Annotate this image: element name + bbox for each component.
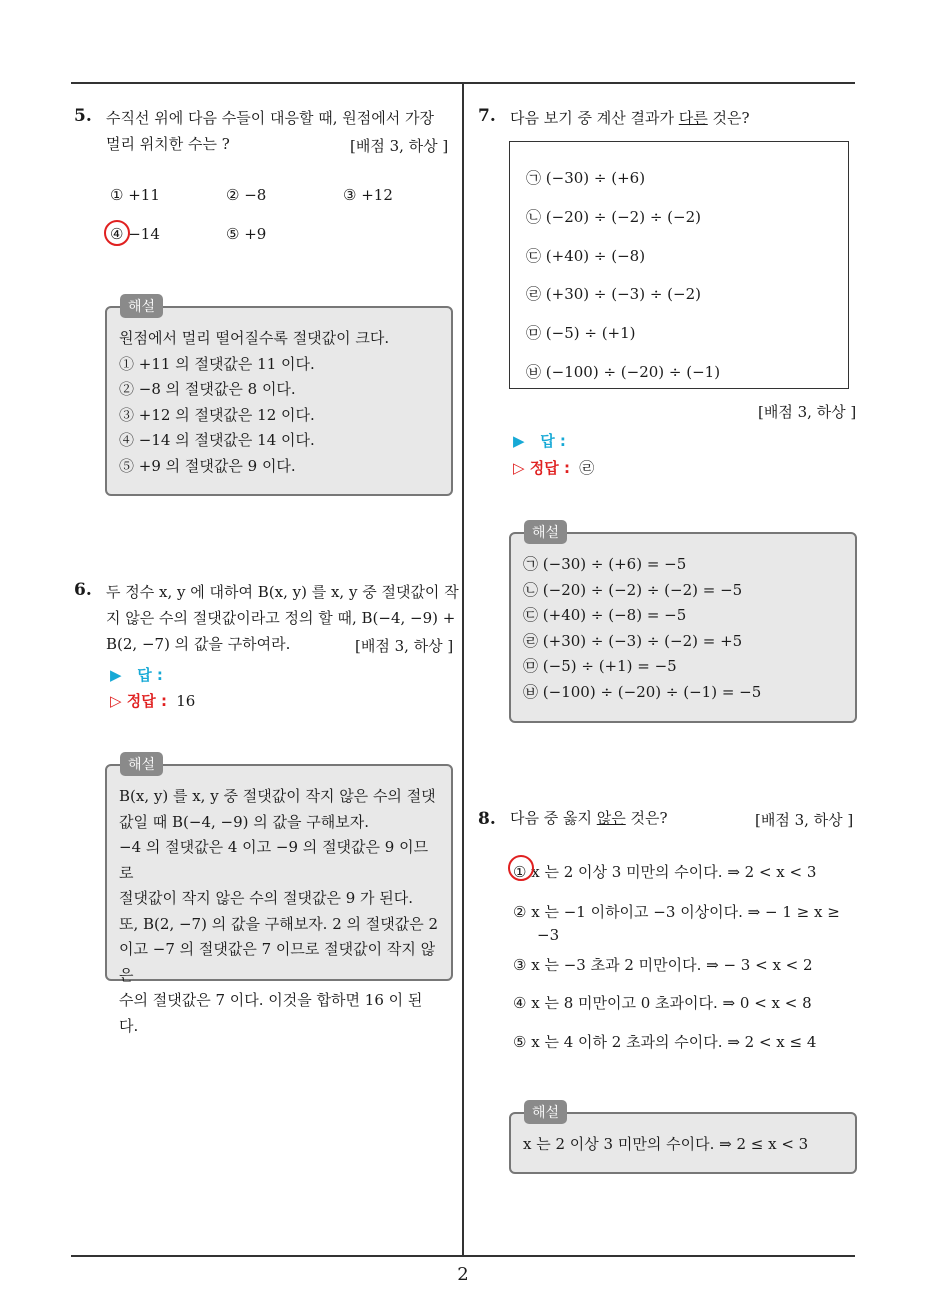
q7-explanation-line: ㉠ (−30) ÷ (+6) = −5	[523, 555, 687, 573]
q5-explanation-line: ② −8 의 절댓값은 8 이다.	[119, 380, 296, 398]
q7-explanation-box	[509, 532, 857, 723]
q6-explanation-line: B(x, y) 를 x, y 중 절댓값이 작지 않은 수의 절댓	[119, 787, 436, 805]
q7-text-before: 다음 보기 중 계산 결과가	[510, 109, 679, 127]
correct-label: 정답 :	[529, 459, 570, 477]
q7-score: [배점 3, 하상 ]	[758, 403, 857, 421]
q7-text-underlined: 다른	[678, 109, 708, 127]
q7-explanation-line: ㉡ (−20) ÷ (−2) ÷ (−2) = −5	[523, 580, 743, 599]
q7-bogi-item: ㉡ (−20) ÷ (−2) ÷ (−2)	[526, 208, 701, 226]
q5-choice-3[interactable]: ③ +12	[343, 186, 393, 204]
q6-explanation-line: 값일 때 B(−4, −9) 의 값을 구해보자.	[119, 812, 369, 831]
q7-bogi-box	[509, 141, 849, 389]
q5-text-line2: 멀리 위치한 수는 ?	[106, 135, 230, 153]
q5-explanation-line: ① +11 의 절댓값은 11 이다.	[119, 354, 315, 373]
q6-explanation-line: −4 의 절댓값은 4 이고 −9 의 절댓값은 9 이므로	[119, 838, 429, 882]
page-number: 2	[457, 1264, 469, 1285]
q8-choice-1[interactable]: ① x 는 2 이상 3 미만의 수이다. ⇒ 2 < x < 3	[513, 863, 817, 881]
q5-number: 5.	[74, 106, 92, 126]
column-divider	[462, 84, 464, 1256]
play-icon: ▶	[513, 432, 525, 450]
play-icon: ▶	[110, 666, 122, 684]
q6-explanation-line: 절댓값이 작지 않은 수의 절댓값은 9 가 된다.	[119, 889, 414, 907]
q5-explanation-line: ③ +12 의 절댓값은 12 이다.	[119, 405, 315, 424]
q8-text-before: 다음 중 옳지	[510, 809, 597, 827]
q7-text-after: 것은?	[707, 109, 750, 127]
q7-explanation-tag: 해설	[524, 520, 567, 544]
q6-text-line3: B(2, −7) 의 값을 구하여라.	[106, 635, 291, 653]
q5-explanation-line: ⑤ +9 의 절댓값은 9 이다.	[119, 456, 296, 475]
q8-number: 8.	[478, 809, 496, 829]
q8-explanation-line: x 는 2 이상 3 미만의 수이다. ⇒ 2 ≤ x < 3	[523, 1135, 809, 1153]
q7-answer-row	[513, 430, 566, 451]
q6-correct-value: 16	[176, 692, 196, 710]
q5-explanation-line: 원점에서 멀리 떨어질수록 절댓값이 크다.	[119, 329, 390, 347]
q7-text	[510, 105, 750, 131]
q5-score: [배점 3, 하상 ]	[350, 137, 449, 155]
q8-explanation-tag: 해설	[524, 1100, 567, 1124]
q7-bogi-item: ㉠ (−30) ÷ (+6)	[526, 169, 646, 187]
answer-label: 답 :	[137, 666, 163, 684]
q5-explanation-tag: 해설	[120, 294, 163, 318]
q8-choice-4[interactable]: ④ x 는 8 미만이고 0 초과이다. ⇒ 0 < x < 8	[513, 994, 812, 1012]
q7-correct-value: ㉣	[579, 459, 595, 477]
q8-choice-2-continued: −3	[537, 926, 560, 944]
q6-explanation-line: 이고 −7 의 절댓값은 7 이므로 절댓값이 작지 않은	[119, 940, 436, 984]
q5-choice-4[interactable]: ④ −14	[110, 225, 160, 243]
q6-explanation-box	[105, 764, 453, 1035]
q8-text-after: 것은?	[625, 809, 668, 827]
q7-explanation-line: ㉣ (+30) ÷ (−3) ÷ (−2) = +5	[523, 631, 743, 650]
q7-explanation-line: ㉥ (−100) ÷ (−20) ÷ (−1) = −5	[523, 682, 762, 701]
bottom-rule	[71, 1255, 855, 1257]
q6-score: [배점 3, 하상 ]	[355, 637, 454, 655]
triangle-outline-icon: ▷	[110, 692, 122, 710]
q7-explanation-line: ㉢ (+40) ÷ (−8) = −5	[523, 606, 687, 624]
correct-label: 정답 :	[126, 692, 167, 710]
q6-text-line1: 두 정수 x, y 에 대하여 B(x, y) 를 x, y 중 절댓값이 작	[106, 583, 459, 601]
q5-answer-mark	[104, 220, 130, 246]
q7-bogi-item: ㉤ (−5) ÷ (+1)	[526, 324, 636, 342]
q7-bogi-item: ㉣ (+30) ÷ (−3) ÷ (−2)	[526, 285, 701, 303]
q8-score: [배점 3, 하상 ]	[755, 811, 854, 829]
q6-number: 6.	[74, 580, 92, 600]
q8-text	[510, 805, 668, 831]
triangle-outline-icon: ▷	[513, 459, 525, 477]
q8-choice-3[interactable]: ③ x 는 −3 초과 2 미만이다. ⇒ − 3 < x < 2	[513, 956, 813, 974]
q6-explanation-tag: 해설	[120, 752, 163, 776]
q7-bogi-item: ㉥ (−100) ÷ (−20) ÷ (−1)	[526, 363, 721, 381]
q5-text-line1: 수직선 위에 다음 수들이 대응할 때, 원점에서 가장	[106, 109, 434, 127]
q6-correct-row	[110, 690, 195, 711]
q8-answer-mark	[508, 855, 534, 881]
q7-number: 7.	[478, 106, 496, 126]
q6-answer-row	[110, 664, 163, 685]
q6-explanation-line: 수의 절댓값은 7 이다. 이것을 합하면 16 이 된다.	[119, 991, 423, 1035]
q5-explanation-box	[105, 306, 453, 496]
q5-choice-1[interactable]: ① +11	[110, 186, 160, 204]
q7-bogi-item: ㉢ (+40) ÷ (−8)	[526, 247, 646, 265]
q5-explanation-line: ④ −14 의 절댓값은 14 이다.	[119, 431, 315, 449]
q7-explanation-line: ㉤ (−5) ÷ (+1) = −5	[523, 657, 677, 675]
q7-correct-row	[513, 457, 594, 478]
answer-label: 답 :	[540, 432, 566, 450]
q8-text-underlined: 않은	[596, 809, 626, 827]
q5-choice-5[interactable]: ⑤ +9	[226, 225, 267, 243]
q8-choice-2[interactable]: ② x 는 −1 이하이고 −3 이상이다. ⇒ − 1 ≥ x ≥	[513, 903, 840, 921]
q8-choice-5[interactable]: ⑤ x 는 4 이하 2 초과의 수이다. ⇒ 2 < x ≤ 4	[513, 1033, 817, 1051]
q5-choice-2[interactable]: ② −8	[226, 186, 267, 204]
q6-explanation-line: 또, B(2, −7) 의 값을 구해보자. 2 의 절댓값은 2	[119, 914, 439, 933]
q6-text-line2: 지 않은 수의 절댓값이라고 정의 할 때, B(−4, −9) +	[106, 609, 456, 627]
